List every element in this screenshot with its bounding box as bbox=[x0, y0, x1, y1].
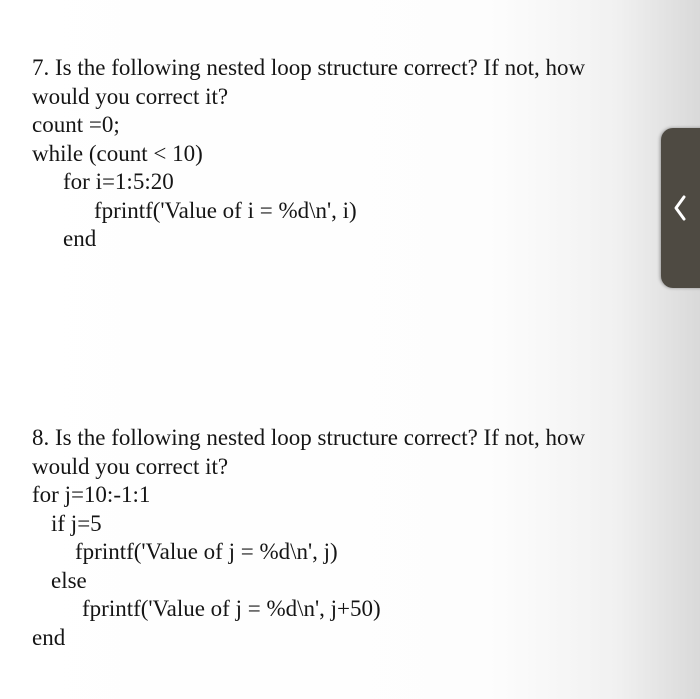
code-line: for j=10:-1:1 bbox=[32, 482, 151, 507]
code-line: end bbox=[32, 624, 66, 650]
question-7 bbox=[32, 54, 585, 254]
code-line: else bbox=[51, 567, 87, 593]
code-line: if j=5 bbox=[51, 510, 102, 536]
chevron-left-icon bbox=[672, 194, 688, 222]
code-line: fprintf('Value of j = %d\n', j+50) bbox=[82, 596, 381, 621]
code-line: fprintf('Value of i = %d\n', i) bbox=[94, 197, 357, 223]
question-7-text-line-1: 7. Is the following nested loop structure correct? If not, how bbox=[32, 55, 586, 80]
question-8-text-line-1: 8. Is the following nested loop structure correct? If not, how bbox=[32, 425, 586, 450]
question-8 bbox=[32, 424, 585, 652]
side-panel-toggle-button[interactable] bbox=[661, 128, 700, 288]
code-line: fprintf('Value of j = %d\n', j) bbox=[75, 539, 338, 564]
question-8-text-line-2: would you correct it? bbox=[32, 453, 229, 479]
code-line: count =0; bbox=[32, 112, 120, 137]
code-line: while (count < 10) bbox=[32, 140, 203, 166]
question-7-text-line-2: would you correct it? bbox=[32, 83, 229, 109]
code-line: end bbox=[63, 226, 97, 251]
code-line: for i=1:5:20 bbox=[63, 169, 174, 194]
